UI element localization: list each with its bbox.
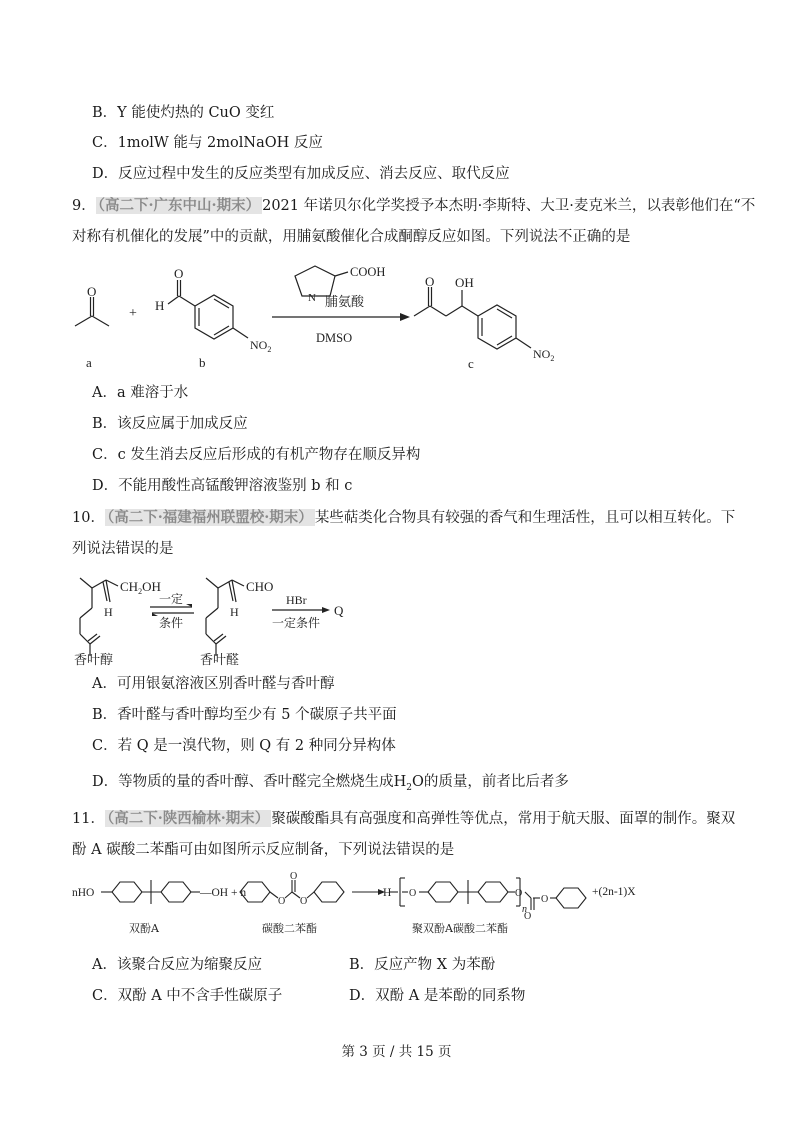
q8-option-d: D．反应过程中发生的反应类型有加成反应、消去反应、取代反应	[92, 166, 510, 182]
q10-option-d-sub: 2	[406, 782, 413, 793]
q10-stem-text1: 某些萜类化合物具有较强的香气和生理活性，且可以相互转化。下	[314, 510, 736, 526]
q11-polymer-n: n	[522, 904, 527, 915]
q10-source-tag: （高二下·福建福州联盟校·期末）	[106, 509, 313, 526]
q10-option-b: B．香叶醛与香叶醇均至少有 5 个碳原子共平面	[92, 707, 397, 723]
q11-stem-text1: 聚碳酸酯具有高强度和高弹性等优点，常用于航天服、面罩的制作。聚双	[271, 811, 736, 827]
q11-carbonate-o3: O	[300, 896, 308, 907]
q11-reaction-scheme	[0, 868, 793, 948]
page-footer: 第 3 页 / 共 15 页	[341, 1044, 452, 1060]
q10-hbr: HBr	[286, 593, 307, 607]
q11-oh-plus: —OH + n	[200, 887, 247, 899]
q9-option-c: C．c 发生消去反应后形成的有机产物存在顺反异构	[92, 447, 421, 463]
q11-polymer-o1: O	[409, 888, 417, 899]
q9-plus: +	[129, 306, 137, 321]
q10-stem-line1	[72, 508, 735, 528]
q11-number: 11．	[72, 811, 105, 827]
q10-ch2oh-oh: OH	[142, 579, 161, 594]
q9-reaction-scheme	[0, 250, 793, 375]
q9-b-nitro	[250, 338, 271, 354]
q10-option-d-o: O	[412, 774, 424, 790]
q10-cond-top: 一定	[159, 592, 184, 606]
q9-c-nitro	[533, 347, 554, 363]
q8-option-c: C．1molW 能与 2molNaOH 反应	[92, 135, 323, 151]
q10-stem-line2: 列说法错误的是	[72, 541, 174, 557]
q9-option-d: D．不能用酸性高锰酸钾溶液鉴别 b 和 c	[92, 478, 353, 494]
q11-polymer-o2: O	[515, 888, 523, 899]
q10-option-d-post: 的质量，前者比后者多	[423, 774, 569, 790]
q9-proline-cooh: COOH	[350, 265, 386, 279]
q9-label-c: c	[468, 356, 474, 371]
q10-cond-bottom: 条件	[159, 616, 184, 630]
q10-ch2oh-sub: 2	[138, 587, 143, 596]
q10-ch2oh	[120, 579, 161, 596]
q11-carbonate-o1: O	[278, 896, 286, 907]
q9-label-a: a	[86, 355, 92, 370]
q9-option-a: A．a 难溶于水	[92, 385, 189, 401]
q11-option-c: C．双酚 A 中不含手性碳原子	[92, 988, 283, 1004]
q9-b-oxygen: O	[174, 266, 184, 281]
q10-number: 10．	[72, 510, 105, 526]
q11-stem-line2: 酚 A 碳酸二苯酯可由如图所示反应制备，下列说法错误的是	[72, 842, 455, 858]
q10-geranial-h: H	[230, 605, 239, 619]
q11-option-d: D．双酚 A 是苯酚的同系物	[349, 988, 526, 1004]
q9-a-oxygen: O	[87, 284, 97, 299]
q9-b-nitro-no: NO	[250, 338, 268, 352]
q11-stem-line1	[72, 809, 735, 829]
q11-option-b: B．反应产物 X 为苯酚	[349, 957, 496, 973]
q11-name-bpa: 双酚A	[129, 922, 159, 935]
q9-label-b: b	[199, 355, 206, 370]
q9-c-nitro-no: NO	[533, 347, 551, 361]
q10-name-geraniol: 香叶醇	[74, 653, 114, 668]
q11-carbonate-o2: O	[290, 871, 298, 882]
q10-cho: CHO	[246, 579, 274, 594]
q11-option-a: A．该聚合反应为缩聚反应	[92, 957, 262, 973]
q11-name-polymer: 聚双酚A碳酸二苯酯	[412, 922, 508, 935]
q11-name-dpc: 碳酸二苯酯	[262, 922, 317, 935]
q9-source-tag: （高二下·广东中山·期末）	[97, 197, 261, 214]
q10-ch2oh-ch: CH	[120, 579, 139, 594]
q9-stem-text1: 2021 年诺贝尔化学奖授予本杰明·李斯特、大卫·麦克米兰，以表彰他们在“不	[262, 198, 756, 214]
q10-product-q: Q	[334, 603, 344, 618]
q9-b-nitro-sub: 2	[267, 345, 272, 354]
q10-geraniol-h: H	[104, 605, 113, 619]
q9-proline-n: N	[308, 292, 316, 304]
q11-nho: nHO	[72, 887, 95, 899]
q10-option-d	[92, 772, 569, 798]
q10-option-d-pre: D．等物质的量的香叶醇、香叶醛完全燃烧生成	[92, 774, 394, 790]
q10-reaction-scheme	[0, 560, 793, 670]
q9-catalyst-label: 脯氨酸	[325, 295, 365, 310]
q9-c-hydroxyl: OH	[455, 275, 474, 290]
q11-byproduct: +(2n-1)X	[592, 886, 636, 898]
q10-option-a: A．可用银氨溶液区别香叶醛与香叶醇	[92, 676, 335, 692]
q10-option-c: C．若 Q 是一溴代物，则 Q 有 2 种同分异构体	[92, 738, 396, 754]
q9-b-hydrogen: H	[155, 298, 165, 313]
q9-number: 9．	[72, 198, 96, 214]
q10-cond2: 一定条件	[272, 616, 321, 630]
q11-polymer-h: H	[383, 887, 392, 899]
q9-c-nitro-sub: 2	[550, 354, 555, 363]
q9-c-oxygen: O	[425, 274, 435, 289]
q9-stem-line1	[72, 196, 755, 216]
q10-name-geranial: 香叶醛	[200, 653, 240, 668]
q11-source-tag: （高二下·陕西榆林·期末）	[106, 810, 270, 827]
q11-polymer-o4: O	[541, 894, 549, 905]
q9-stem-line2: 对称有机催化的发展”中的贡献，用脯氨酸催化合成酮醇反应如图。下列说法不正确的是	[72, 229, 631, 245]
q9-solvent-label: DMSO	[316, 331, 353, 345]
q9-option-b: B．该反应属于加成反应	[92, 416, 248, 432]
q8-option-b: B．Y 能使灼热的 CuO 变红	[92, 105, 275, 121]
q11-polymer-o3: O	[524, 911, 532, 922]
q10-option-d-h: H	[393, 774, 407, 790]
